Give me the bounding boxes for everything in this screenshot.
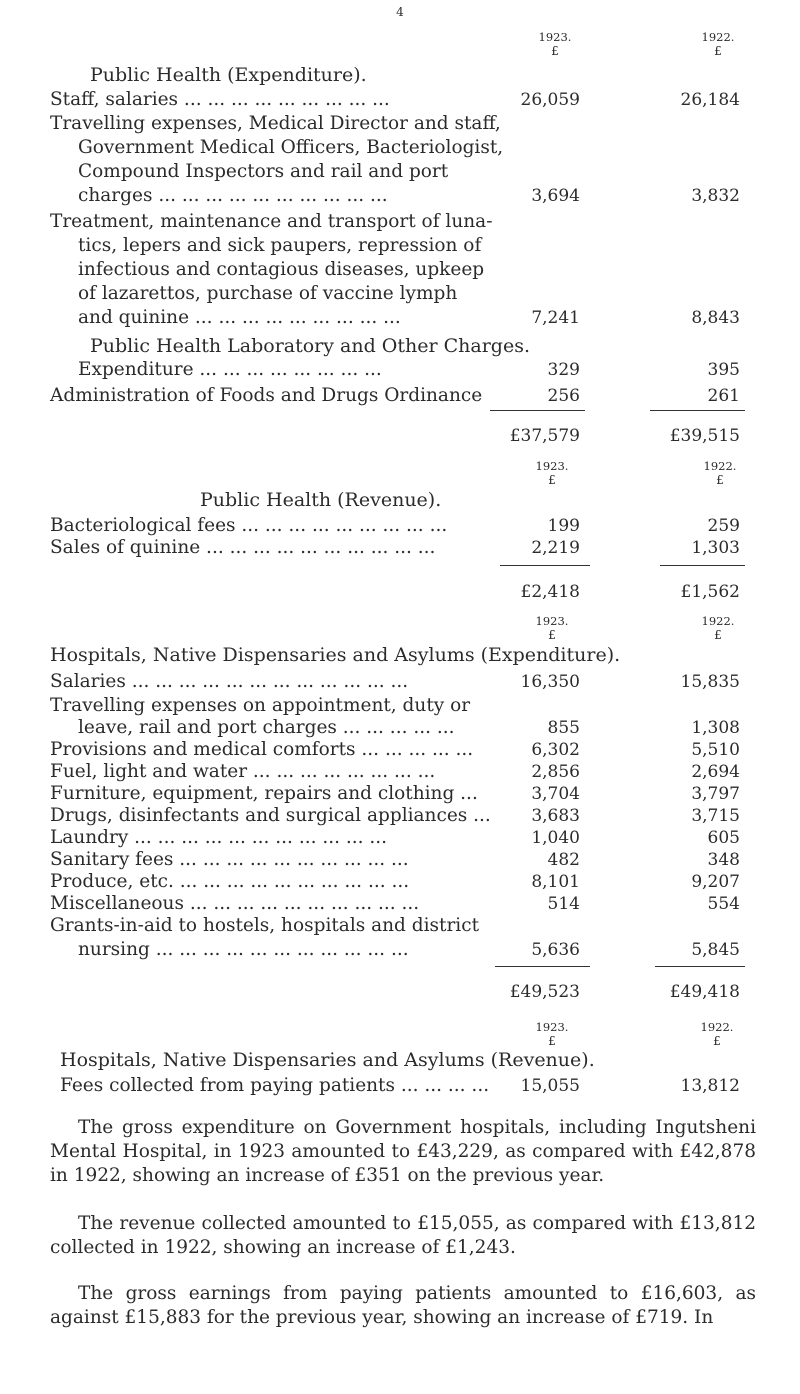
row-label: charges ... ... ... ... ... ... ... ... ... ... [78,185,388,206]
row-label: Grants-in-aid to hostels, hospitals and district [50,915,480,936]
body-paragraph [50,1212,756,1260]
paragraph-text: The gross earnings from paying patients amounted to £16,603, as against £15,883 for the previous year, showing an increase of £719. In [50,1283,756,1328]
value-1922: 1,303 [691,538,740,558]
value-1922: 554 [707,894,740,914]
row-travelling-expenses [0,136,800,160]
year-header-1922: 1922. [703,459,737,473]
row-label: Produce, etc. ... ... ... ... ... ... ... ... ... ... [50,871,410,892]
value-1922: 8,843 [691,308,740,328]
currency-symbol: £ [716,473,724,487]
table-row [0,716,800,740]
row-sales-of-quinine [0,536,800,560]
total-rule [660,565,745,566]
row-label: Sanitary fees ... ... ... ... ... ... ... ... ... ... [50,849,409,870]
body-paragraph [50,1282,756,1330]
row-treatment [0,306,800,330]
value-1923: 26,059 [520,90,580,110]
paragraph-text: The revenue collected amounted to £15,055, as compared with £13,812 collected in 1922, showing an increase of £1,243. [50,1213,756,1258]
row-label: and quinine ... ... ... ... ... ... ... ... ... [78,307,401,328]
row-treatment [0,282,800,306]
row-travelling-expenses [0,112,800,136]
total-1922: £1,562 [680,582,740,602]
value-1922: 15,835 [680,672,740,692]
row-label: Fuel, light and water ... ... ... ... ... ... ... ... [50,761,436,782]
row-bacteriological-fees [0,514,800,538]
currency-symbol: £ [548,473,556,487]
row-label: Drugs, disinfectants and surgical appliances ... [50,805,491,826]
value-1922: 9,207 [691,872,740,892]
row-label: Furniture, equipment, repairs and clothing ... [50,783,478,804]
row-label: Fees collected from paying patients ... ... ... ... [60,1075,490,1096]
total-rule [650,410,745,411]
total-1923: £37,579 [509,426,580,446]
value-1923: 7,241 [531,308,580,328]
row-label: Compound Inspectors and rail and port [78,161,449,182]
value-1923: 256 [547,386,580,406]
row-label: Expenditure ... ... ... ... ... ... ... ... [78,359,382,380]
value-1923: 5,636 [531,940,580,960]
row-label: leave, rail and port charges ... ... ... ... ... [78,717,455,738]
section-title-hospitals-revenue: Hospitals, Native Dispensaries and Asylums (Revenue). [60,1049,595,1071]
value-1923: 514 [547,894,580,914]
table-row [0,782,800,806]
year-header-1922: 1922. [701,614,735,628]
currency-symbol: £ [548,1034,556,1048]
row-travelling-expenses [0,160,800,184]
row-label: Sales of quinine ... ... ... ... ... ... ... ... ... ... [50,537,436,558]
year-header-1923: 1923. [535,1020,569,1034]
value-1923: 199 [547,516,580,536]
value-1923: 855 [547,718,580,738]
value-1922: 13,812 [680,1076,740,1096]
total-rule [495,966,590,967]
value-1922: 3,797 [691,784,740,804]
total-rule [490,410,585,411]
table-row [0,938,800,962]
year-header-1923: 1923. [538,30,572,44]
year-header-1922: 1922. [700,1020,734,1034]
row-label: infectious and contagious diseases, upkeep [78,259,485,280]
currency-symbol: £ [714,628,722,642]
currency-symbol: £ [713,1034,721,1048]
value-1923: 8,101 [531,872,580,892]
total-1922: £39,515 [669,426,740,446]
row-label: Miscellaneous ... ... ... ... ... ... ... ... ... ... [50,893,420,914]
row-label: Administration of Foods and Drugs Ordinance [50,385,483,406]
value-1922: 26,184 [680,90,740,110]
table-row [0,804,800,828]
value-1922: 1,308 [691,718,740,738]
total-1923: £2,418 [520,582,580,602]
value-1922: 3,715 [691,806,740,826]
table-row [0,892,800,916]
row-label: Treatment, maintenance and transport of luna- [50,211,493,232]
row-laboratory-heading [0,334,800,358]
year-header-1923: 1923. [535,459,569,473]
row-label: Bacteriological fees ... ... ... ... ... ... ... ... ... [50,515,448,536]
row-treatment [0,210,800,234]
value-1923: 16,350 [520,672,580,692]
row-label: tics, lepers and sick paupers, repression of [78,235,482,256]
total-rule [655,966,745,967]
value-1922: 261 [707,386,740,406]
row-staff-salaries [0,88,800,112]
row-foods-drugs [0,384,800,408]
value-1923: 2,856 [531,762,580,782]
total-1922: £49,418 [669,982,740,1002]
row-label: of lazarettos, purchase of vaccine lymph [78,283,458,304]
value-1922: 395 [707,360,740,380]
value-1922: 5,510 [691,740,740,760]
row-treatment [0,234,800,258]
value-1923: 6,302 [531,740,580,760]
row-total [0,424,800,448]
value-1923: 15,055 [520,1076,580,1096]
table-row [0,738,800,762]
table-row [0,760,800,784]
paragraph-text: The gross expenditure on Government hospitals, including Ingutsheni Mental Hospital, in 1923 amounted to £43,229, as compared with £42,878 in 1922, showing an increase of £351 on the previous year. [50,1117,756,1186]
table-row [0,694,800,718]
body-paragraph [50,1116,756,1188]
value-1922: 259 [707,516,740,536]
value-1922: 348 [707,850,740,870]
value-1923: 482 [547,850,580,870]
row-label: nursing ... ... ... ... ... ... ... ... ... ... ... [78,939,409,960]
table-row [0,670,800,694]
table-row [0,826,800,850]
currency-symbol: £ [551,44,559,58]
value-1923: 3,704 [531,784,580,804]
row-label: Travelling expenses on appointment, duty or [50,695,471,716]
row-label: Laundry ... ... ... ... ... ... ... ... ... ... ... [50,827,388,848]
year-header-1923: 1923. [535,614,569,628]
total-1923: £49,523 [509,982,580,1002]
value-1923: 3,683 [531,806,580,826]
row-laboratory-expenditure [0,358,800,382]
row-fees-collected [0,1074,800,1098]
row-treatment [0,258,800,282]
row-total [0,580,800,604]
section-title-ph-revenue: Public Health (Revenue). [200,489,442,511]
value-1922: 605 [707,828,740,848]
section-title-hospitals-expenditure: Hospitals, Native Dispensaries and Asylums (Expenditure). [50,644,621,666]
value-1923: 3,694 [531,186,580,206]
value-1922: 5,845 [691,940,740,960]
currency-symbol: £ [714,44,722,58]
value-1923: 2,219 [531,538,580,558]
currency-symbol: £ [548,628,556,642]
table-row [0,848,800,872]
value-1923: 1,040 [531,828,580,848]
year-header-1922: 1922. [701,30,735,44]
row-label: Provisions and medical comforts ... ... ... ... ... [50,739,474,760]
row-label: Staff, salaries ... ... ... ... ... ... ... ... ... [50,89,390,110]
row-label: Salaries ... ... ... ... ... ... ... ... ... ... ... ... [50,671,409,692]
table-row [0,914,800,938]
value-1923: 329 [547,360,580,380]
row-label: Travelling expenses, Medical Director and staff, [50,113,501,134]
row-total [0,980,800,1004]
table-row [0,870,800,894]
value-1922: 2,694 [691,762,740,782]
row-travelling-expenses [0,184,800,208]
row-label: Government Medical Officers, Bacteriologist, [78,137,504,158]
page-number: 4 [396,5,404,19]
section-title-ph-expenditure: Public Health (Expenditure). [90,64,367,86]
total-rule [500,565,590,566]
value-1922: 3,832 [691,186,740,206]
subsection-heading: Public Health Laboratory and Other Charges. [90,335,530,357]
